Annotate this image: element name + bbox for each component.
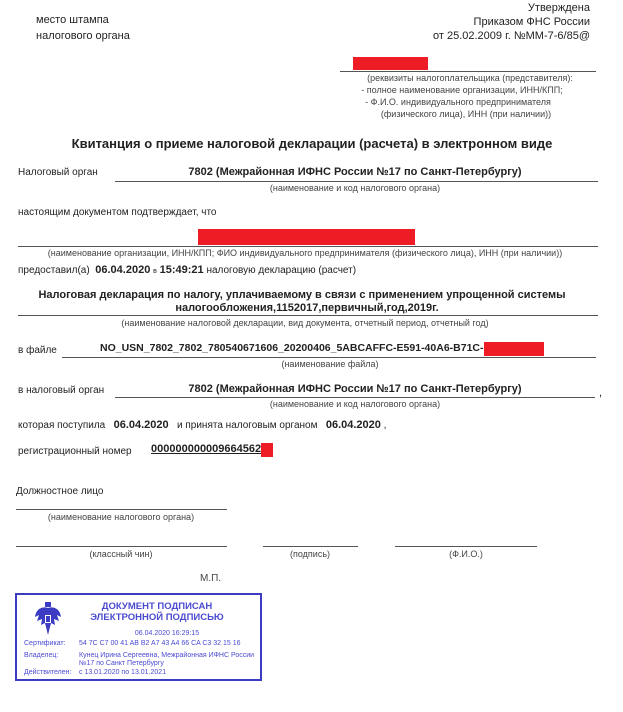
coat-of-arms-icon	[33, 601, 63, 637]
divider	[18, 315, 598, 316]
accepted-label: и принята налоговым органом	[177, 420, 318, 431]
taxpayer-hint-2: - полное наименование организации, ИНН/КПП;	[361, 85, 563, 95]
tax-authority-hint: (наименование и код налогового органа)	[269, 183, 441, 193]
file-hint: (наименование файла)	[281, 359, 379, 369]
redacted-taxpayer	[353, 57, 428, 70]
rank-hint: (классный чин)	[89, 549, 153, 559]
sign-hint: (подпись)	[289, 549, 331, 559]
to-authority-value: 7802 (Межрайонная ИФНС России №17 по Санкт-Петербургу)	[188, 383, 522, 395]
stamp-place-1: место штампа	[36, 14, 109, 26]
taxpayer-line	[340, 71, 596, 72]
stamp-valid-label: Действителен:	[24, 669, 72, 676]
approved-1: Утверждена	[527, 2, 590, 14]
electronic-signature-stamp	[15, 593, 262, 681]
divider	[263, 546, 358, 547]
redacted-organization	[198, 229, 415, 245]
divider	[16, 546, 227, 547]
org-hint: (наименование организации, ИНН/КПП; ФИО индивидуального предпринимателя (физического лица), ИНН (при наличии))	[47, 248, 563, 258]
file-row	[100, 342, 544, 356]
to-authority-comma: ,	[599, 387, 603, 399]
tax-authority-label: Налоговый орган	[18, 167, 98, 178]
stamp-title-1: ДОКУМЕНТ ПОДПИСАН	[101, 601, 213, 612]
submitted-date: 06.04.2020	[95, 264, 151, 276]
stamp-title-2: ЭЛЕКТРОННОЙ ПОДПИСЬЮ	[90, 612, 224, 623]
stamp-owner-1: Кунец Ирина Сергеевна, Межрайонная ИФНС России	[79, 652, 255, 659]
declaration-line-1: Налоговая декларация по налогу, уплачиваемому в связи с применением упрощенной системы	[38, 289, 566, 301]
received-line	[18, 419, 386, 432]
reg-number-label: регистрационный номер	[18, 446, 132, 457]
stamp-owner-2: №17 по Санкт Петербургу	[79, 660, 164, 667]
submitted-time: 15:49:21	[159, 264, 204, 276]
name-hint: (Ф.И.О.)	[449, 549, 483, 559]
file-value: NO_USN_7802_7802_780540671606_20200406_5ABCAFFC-E591-40A6-B71C-	[100, 342, 484, 354]
divider	[62, 357, 596, 358]
stamp-valid: с 13.01.2020 по 13.01.2021	[79, 669, 167, 676]
stamp-cert: 54 7C C7 00 41 AB B2 A7 43 A4 66 CA C3 32 15 16	[79, 640, 241, 647]
submitted-tail: налоговую декларацию (расчет)	[206, 265, 357, 276]
taxpayer-hint-4: (физического лица), ИНН (при наличии))	[380, 109, 552, 119]
declaration-hint: (наименование налоговой декларации, вид документа, отчетный период, отчетный год)	[121, 318, 489, 328]
received-tail: ,	[383, 420, 387, 431]
reg-number-row	[151, 443, 273, 457]
file-label: в файле	[18, 345, 57, 356]
to-authority-label: в налоговый орган	[18, 385, 105, 396]
divider	[115, 181, 598, 182]
approved-3: от 25.02.2009 г. №ММ-7-6/85@	[432, 30, 590, 42]
taxpayer-hint-1: (реквизиты налогоплательщика (представителя):	[367, 73, 573, 83]
redacted-filename	[484, 342, 544, 356]
divider	[18, 246, 598, 247]
submitted-in: в	[153, 268, 157, 275]
submitted-line	[18, 264, 356, 278]
received-date: 06.04.2020	[113, 419, 169, 431]
accepted-date: 06.04.2020	[325, 419, 381, 431]
stamp-cert-label: Сертификат:	[24, 640, 66, 647]
divider	[16, 509, 227, 510]
received-label: которая поступила	[18, 420, 106, 431]
approved-2: Приказом ФНС России	[473, 16, 590, 28]
to-authority-hint: (наименование и код налогового органа)	[269, 399, 441, 409]
taxpayer-hint-3: - Ф.И.О. индивидуального предпринимателя	[365, 97, 551, 107]
stamp-owner-label: Владелец:	[24, 652, 59, 659]
official-label: Должностное лицо	[16, 486, 104, 497]
mp-label: М.П.	[200, 573, 222, 584]
stamp-datetime: 06.04.2020 16:29:15	[134, 630, 200, 637]
declaration-line-2: налогообложения,1152017,первичный,год,2019г.	[175, 302, 439, 314]
divider	[115, 397, 595, 398]
page-title: Квитанция о приеме налоговой декларации (расчета) в электронном виде	[71, 136, 553, 151]
official-authority-hint: (наименование налогового органа)	[47, 512, 195, 522]
confirms-text: настоящим документом подтверждает, что	[18, 207, 217, 218]
redacted-reg-number	[261, 443, 273, 457]
submitted-label: предоставил(а)	[18, 265, 90, 276]
tax-authority-value: 7802 (Межрайонная ИФНС России №17 по Санкт-Петербургу)	[188, 166, 522, 178]
reg-number-value: 000000000009664562	[151, 443, 262, 455]
stamp-place-2: налогового органа	[36, 30, 130, 42]
divider	[395, 546, 537, 547]
